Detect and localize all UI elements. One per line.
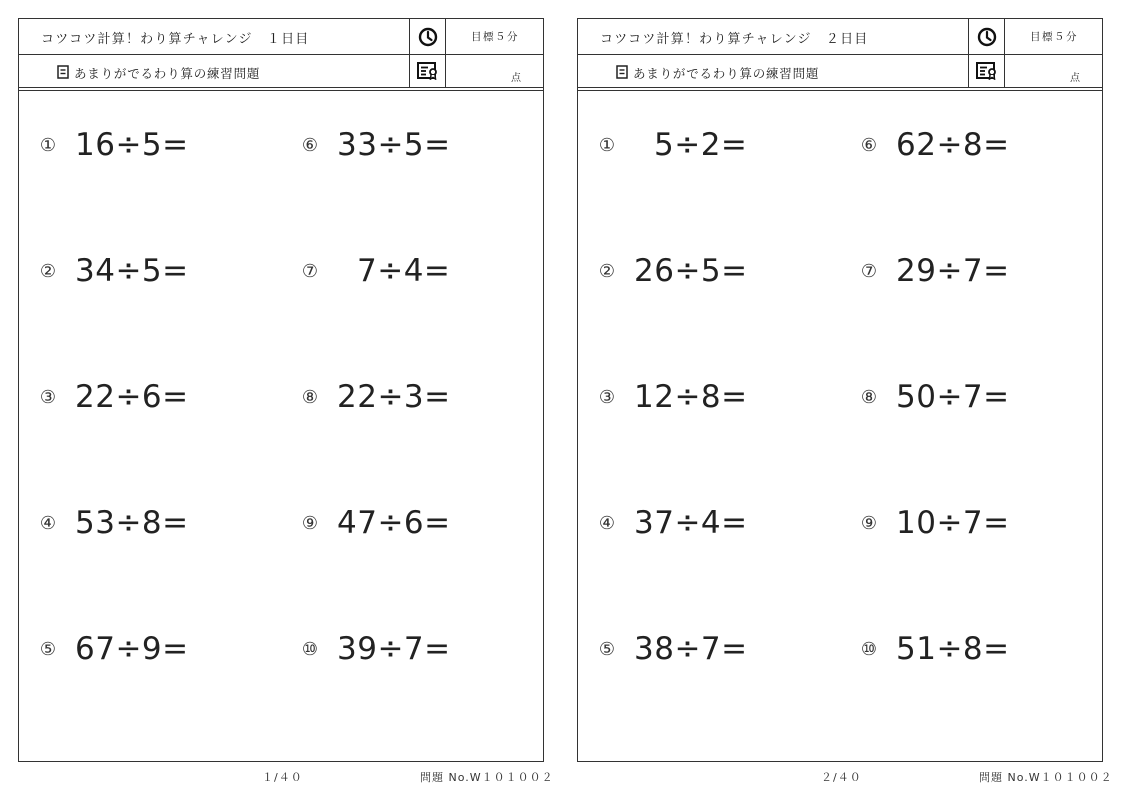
problem-expression: 39÷7= bbox=[337, 631, 451, 667]
problem-item bbox=[299, 505, 451, 541]
problem-item bbox=[858, 505, 1010, 541]
problem-item bbox=[858, 253, 1010, 289]
problem-number: ⑨ bbox=[860, 512, 878, 534]
clock-icon bbox=[969, 19, 1004, 54]
problem-item bbox=[299, 379, 451, 415]
problem-number: ② bbox=[39, 260, 57, 282]
problem-expression: 50÷7= bbox=[896, 379, 1010, 415]
problem-expression: 7÷4= bbox=[357, 253, 451, 289]
problem-item bbox=[858, 127, 1010, 163]
problem-number: ② bbox=[598, 260, 616, 282]
problem-expression: 34÷5= bbox=[75, 253, 189, 289]
worksheet-subtitle: あまりがでるわり算の練習問題 bbox=[633, 66, 820, 81]
problem-number: ① bbox=[598, 134, 616, 156]
problem-item bbox=[596, 253, 748, 289]
problem-expression: 10÷7= bbox=[896, 505, 1010, 541]
problem-expression: 53÷8= bbox=[75, 505, 189, 541]
problem-expression: 62÷8= bbox=[896, 127, 1010, 163]
worksheet-day-1 bbox=[18, 18, 544, 762]
problem-expression: 22÷3= bbox=[337, 379, 451, 415]
problem-expression: 33÷5= bbox=[337, 127, 451, 163]
problem-number: ⑤ bbox=[598, 638, 616, 660]
score-label: 点 bbox=[1070, 73, 1080, 84]
problem-number: ④ bbox=[39, 512, 57, 534]
worksheet-title: コツコツ計算！わり算チャレンジ １日目 bbox=[41, 32, 310, 47]
page-number: ２/４０ bbox=[821, 771, 862, 784]
worksheet-day-2 bbox=[577, 18, 1103, 762]
problem-expression: 51÷8= bbox=[896, 631, 1010, 667]
problem-number: ⑧ bbox=[301, 386, 319, 408]
problem-item bbox=[37, 253, 189, 289]
problem-expression: 5÷2= bbox=[654, 127, 748, 163]
problem-expression: 37÷4= bbox=[634, 505, 748, 541]
document-icon bbox=[57, 65, 69, 82]
header-double-rule bbox=[578, 87, 1102, 91]
problem-expression: 16÷5= bbox=[75, 127, 189, 163]
document-icon bbox=[616, 65, 628, 82]
problem-expression: 22÷6= bbox=[75, 379, 189, 415]
problem-number: ⑩ bbox=[301, 638, 319, 660]
problem-expression: 67÷9= bbox=[75, 631, 189, 667]
problem-number: ⑥ bbox=[860, 134, 878, 156]
problem-expression: 26÷5= bbox=[634, 253, 748, 289]
worksheet-title: コツコツ計算！わり算チャレンジ ２日目 bbox=[600, 32, 869, 47]
problem-number: ⑨ bbox=[301, 512, 319, 534]
problem-expression: 29÷7= bbox=[896, 253, 1010, 289]
problem-item bbox=[596, 379, 748, 415]
score-label: 点 bbox=[511, 73, 521, 84]
problem-expression: 38÷7= bbox=[634, 631, 748, 667]
problem-number: ① bbox=[39, 134, 57, 156]
problem-code: 問題 No.W１０１００２ bbox=[420, 771, 554, 784]
problem-number: ④ bbox=[598, 512, 616, 534]
problem-item bbox=[299, 127, 451, 163]
goal-time: 目標５分 bbox=[1030, 31, 1078, 43]
score-sheet-icon bbox=[969, 54, 1004, 87]
problem-item bbox=[299, 253, 450, 289]
problem-expression: 12÷8= bbox=[634, 379, 748, 415]
problem-number: ③ bbox=[598, 386, 616, 408]
problem-number: ⑦ bbox=[301, 260, 319, 282]
problem-item bbox=[858, 379, 1010, 415]
worksheet-subtitle: あまりがでるわり算の練習問題 bbox=[74, 66, 261, 81]
problem-number: ⑥ bbox=[301, 134, 319, 156]
problem-item bbox=[299, 631, 451, 667]
clock-icon bbox=[410, 19, 445, 54]
problem-item bbox=[37, 505, 189, 541]
problem-item bbox=[858, 631, 1010, 667]
problem-item bbox=[596, 631, 748, 667]
problem-item bbox=[37, 127, 189, 163]
problem-number: ③ bbox=[39, 386, 57, 408]
problem-number: ⑦ bbox=[860, 260, 878, 282]
problem-item bbox=[596, 127, 747, 163]
problem-item bbox=[37, 631, 189, 667]
problem-number: ⑧ bbox=[860, 386, 878, 408]
problem-number: ⑤ bbox=[39, 638, 57, 660]
page-number: １/４０ bbox=[262, 771, 303, 784]
problem-item bbox=[37, 379, 189, 415]
problem-expression: 47÷6= bbox=[337, 505, 451, 541]
score-sheet-icon bbox=[410, 54, 445, 87]
header-double-rule bbox=[19, 87, 543, 91]
goal-time: 目標５分 bbox=[471, 31, 519, 43]
problem-code: 問題 No.W１０１００２ bbox=[979, 771, 1113, 784]
problem-number: ⑩ bbox=[860, 638, 878, 660]
problem-item bbox=[596, 505, 748, 541]
